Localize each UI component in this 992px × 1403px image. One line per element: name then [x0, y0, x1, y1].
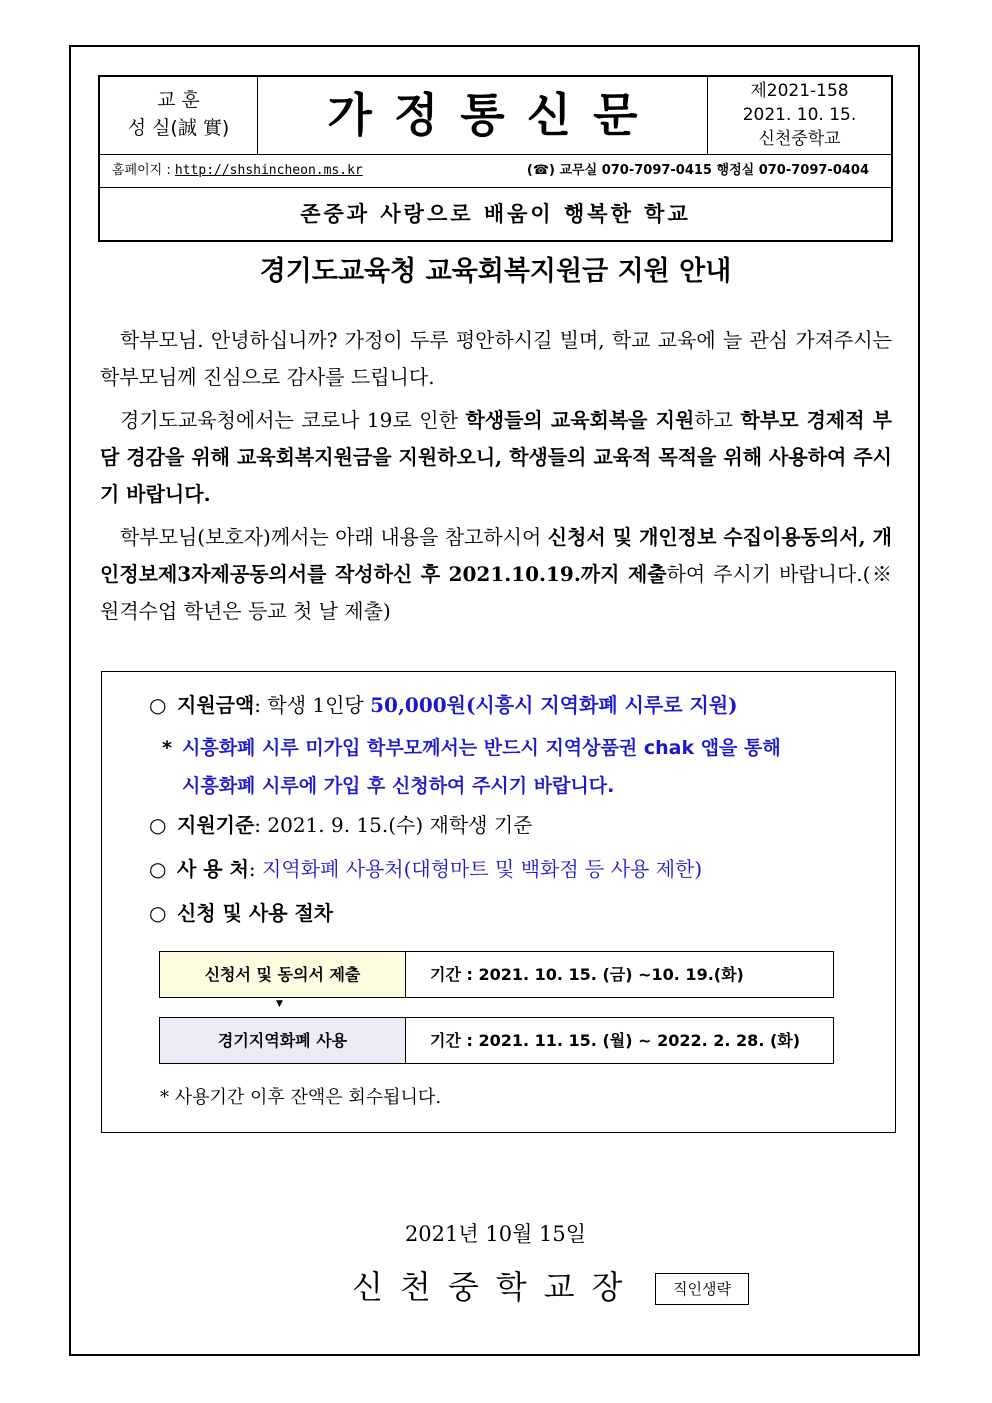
- step-period: 기간 : 2021. 11. 15. (월) ~ 2022. 2. 28. (화): [430, 1031, 801, 1050]
- amount-value: 50,000원(시흥시 지역화폐 시루로 지원): [370, 693, 738, 717]
- phone-numbers: (☎) 교무실 070-7097-0415 행정실 070-7097-0404: [526, 163, 869, 178]
- issue-info: [708, 77, 891, 154]
- contact-row: [100, 154, 891, 188]
- request-text-a: 학부모님(보호자)께서는 아래 내용을 참고하시어: [120, 525, 548, 549]
- footnote: * 사용기간 이후 잔액은 회수됩니다.: [160, 1087, 442, 1108]
- header-top-row: [100, 77, 891, 155]
- note-line-1: [162, 729, 892, 767]
- issue-number: 제2021-158: [750, 81, 849, 101]
- item-procedure: [149, 898, 333, 928]
- request-bold: 신청서 및 개인정보 수집이용동의서, 개인정보제3자제공동의서를 작성하신 후 2021.10.19.까지 제출: [100, 525, 892, 586]
- item-amount: [149, 690, 738, 720]
- note-line-2: 시흥화폐 시루에 가입 후 신청하여 주시기 바랍니다.: [182, 775, 615, 797]
- school-name: 신천중학교: [758, 129, 841, 149]
- purpose-text-b: 하고: [694, 408, 741, 432]
- seal-omitted: 직인생략: [655, 1273, 749, 1305]
- procedure-step-use: [159, 1017, 834, 1064]
- bullet-circle-icon: ○: [149, 901, 167, 925]
- paragraph-request: [100, 519, 892, 630]
- signer: 신천중학교장: [352, 1268, 640, 1306]
- bullet-circle-icon: ○: [149, 857, 167, 881]
- step-name: 신청서 및 동의서 제출: [160, 952, 406, 997]
- school-motto: [100, 77, 258, 154]
- period-value: : 2021. 9. 15.(수) 재학생 기준: [254, 813, 533, 837]
- document-title: 경기도교육청 교육회복지원금 지원 안내: [259, 256, 732, 287]
- procedure-label: 신청 및 사용 절차: [177, 901, 334, 925]
- item-place: [149, 854, 702, 884]
- body-text: [100, 322, 892, 636]
- item-period: [149, 810, 532, 840]
- note-text-1: 시흥화폐 시루 미가입 학부모께서는 반드시 지역상품권 chak 앱을 통해: [182, 737, 781, 759]
- place-label: 사 용 처: [177, 857, 249, 881]
- paragraph-purpose: [100, 402, 892, 513]
- letter-header: [98, 75, 893, 242]
- step-name: 경기지역화폐 사용: [160, 1018, 406, 1063]
- motto-label: 교 훈: [157, 89, 200, 111]
- amount-label: 지원금액: [177, 693, 255, 717]
- purpose-text-a: 경기도교육청에서는 코로나 19로 인한: [120, 408, 466, 432]
- bullet-circle-icon: ○: [149, 813, 167, 837]
- period-label: 지원기준: [177, 813, 255, 837]
- arrow-down-icon: ▼: [276, 999, 283, 1009]
- info-box: [101, 671, 896, 1133]
- request-text-b: 하여 주시기 바랍니다.(※원격수업 학년은 등교 첫 날 제출): [100, 562, 892, 623]
- homepage-label: 홈페이지 :: [112, 163, 171, 178]
- issue-date-footer: 2021년 10월 15일: [404, 1222, 587, 1246]
- step-period: 기간 : 2021. 10. 15. (금) ~10. 19.(화): [430, 965, 744, 984]
- place-colon: :: [248, 857, 262, 881]
- amount-text: : 학생 1인당: [254, 693, 371, 717]
- bullet-circle-icon: ○: [149, 693, 167, 717]
- issue-date: 2021. 10. 15.: [742, 105, 857, 125]
- note-star: *: [162, 737, 172, 759]
- homepage: [112, 154, 363, 187]
- purpose-bold-b: 학부모 경제적 부담 경감을 위해 교육회복지원금을 지원하오니, 학생들의 교육적 목적을 위해 사용하여 주시기 바랍니다.: [100, 408, 892, 506]
- place-value: 지역화폐 사용처(대형마트 및 백화점 등 사용 제한): [262, 857, 703, 881]
- school-slogan: 존중과 사랑으로 배움이 행복한 학교: [300, 202, 691, 226]
- homepage-link[interactable]: http://shshincheon.ms.kr: [174, 163, 363, 178]
- purpose-bold-a: 학생들의 교육회복을 지원: [465, 408, 695, 432]
- motto-value: 성 실(誠 實): [127, 117, 230, 139]
- paragraph-greeting: 학부모님. 안녕하십니까? 가정이 두루 평안하시길 빌며, 학교 교육에 늘 관심 가져주시는 학부모님께 진심으로 감사를 드립니다.: [100, 328, 892, 389]
- letter-title: 가정통신문: [258, 77, 708, 154]
- procedure-step-apply: [159, 951, 834, 998]
